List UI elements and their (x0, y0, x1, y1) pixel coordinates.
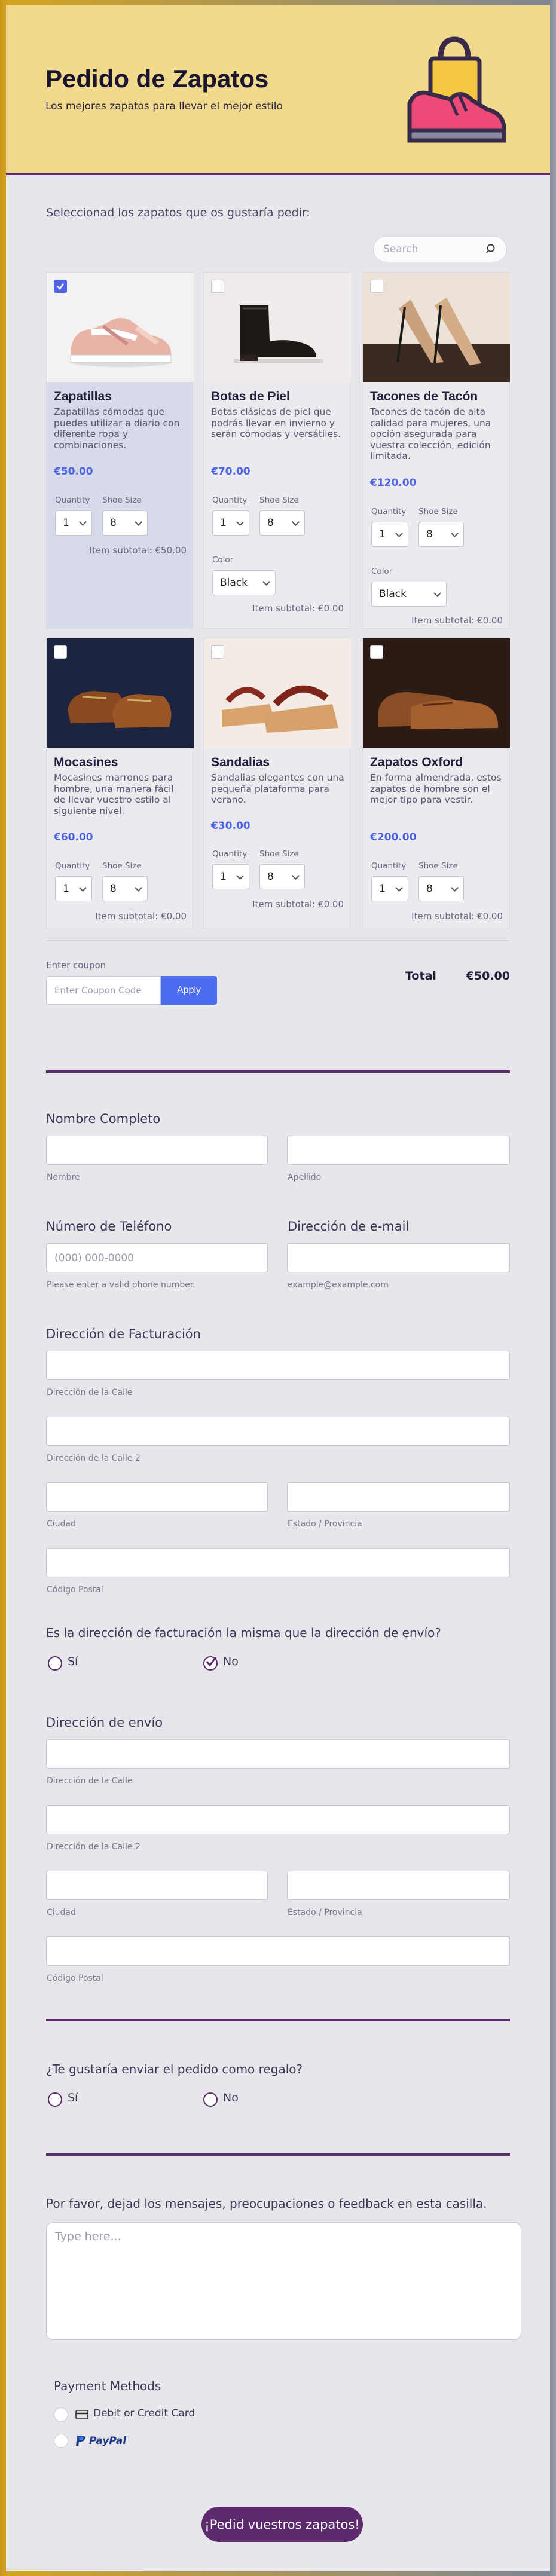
size-label: Shoe Size (259, 849, 299, 859)
header (6, 5, 550, 175)
coupon-input[interactable]: Enter Coupon Code (46, 976, 161, 1005)
product-checkbox[interactable] (54, 280, 67, 293)
product-description: Sandalias elegantes con una pequeña plataforma para verano. (211, 772, 344, 805)
shipping-city-input[interactable] (46, 1871, 268, 1900)
shipping-state-hint: Estado / Provincia (288, 1908, 362, 1917)
shipping-street-hint: Dirección de la Calle (47, 1776, 133, 1786)
product-checkbox[interactable] (54, 645, 67, 659)
gift-question: ¿Te gustaría enviar el pedido como regalo? (46, 2062, 303, 2076)
section-divider (46, 2153, 510, 2156)
size-value: 8 (267, 517, 274, 529)
size-select[interactable] (102, 510, 148, 536)
chevron-down-icon (236, 518, 244, 526)
size-label: Shoe Size (418, 861, 458, 871)
last-name-input[interactable] (287, 1136, 510, 1165)
quantity-value: 1 (379, 883, 386, 895)
quantity-select[interactable] (212, 510, 249, 536)
products-prompt: Seleccionad los zapatos que os gustaría pedir: (46, 206, 310, 219)
billing-zip-hint: Código Postal (47, 1585, 103, 1595)
section-divider (46, 1070, 510, 1073)
credit-card-icon (75, 2410, 88, 2419)
billing-state-hint: Estado / Provincia (288, 1519, 362, 1529)
quantity-value: 1 (220, 517, 227, 529)
quantity-label: Quantity (212, 849, 248, 859)
feedback-title: Por favor, dejad los mensajes, preocupaciones o feedback en esta casilla. (46, 2196, 487, 2211)
same-address-yes-radio[interactable] (48, 1656, 62, 1671)
shipping-title: Dirección de envío (46, 1715, 163, 1730)
billing-street-input[interactable] (46, 1351, 510, 1380)
check-icon (204, 1656, 218, 1669)
chevron-down-icon (292, 872, 300, 880)
chevron-down-icon (292, 518, 300, 526)
apply-coupon-button[interactable]: Apply (161, 976, 217, 1005)
item-subtotal: Item subtotal: €50.00 (89, 545, 187, 556)
quantity-select[interactable] (212, 864, 249, 889)
form-sheet (6, 5, 550, 2571)
size-label: Shoe Size (418, 507, 458, 516)
billing-city-hint: Ciudad (47, 1519, 76, 1529)
oxford-image (363, 638, 510, 748)
product-card-tacones[interactable] (362, 272, 509, 629)
page-subtitle: Los mejores zapatos para llevar el mejor estilo (45, 100, 283, 112)
gift-no-radio[interactable] (203, 2092, 218, 2107)
color-value: Black (220, 577, 248, 589)
product-card-oxford[interactable] (362, 638, 509, 928)
chevron-down-icon (236, 872, 244, 880)
product-name: Sandalias (211, 755, 270, 769)
quantity-value: 1 (63, 517, 69, 529)
size-select[interactable] (418, 522, 464, 547)
chevron-down-icon (395, 530, 403, 537)
product-card-sandalias[interactable] (203, 638, 350, 928)
quantity-label: Quantity (55, 495, 90, 505)
gift-yes-radio[interactable] (48, 2092, 62, 2107)
heels-image (363, 273, 510, 382)
product-card-botas[interactable] (203, 272, 350, 629)
size-value: 8 (110, 883, 117, 895)
color-label: Color (371, 567, 393, 576)
size-select[interactable] (418, 876, 464, 901)
product-card-zapatillas[interactable] (46, 272, 193, 629)
total-value: €50.00 (466, 969, 510, 983)
shoe-bag-logo-icon (398, 35, 511, 151)
phone-title: Número de Teléfono (46, 1219, 172, 1234)
shipping-street2-hint: Dirección de la Calle 2 (47, 1842, 140, 1852)
card-payment-label: Debit or Credit Card (93, 2407, 195, 2419)
feedback-textarea[interactable]: Type here... (46, 2222, 521, 2340)
quantity-value: 1 (220, 871, 227, 883)
quantity-select[interactable] (371, 876, 408, 901)
submit-button[interactable]: ¡Pedid vuestros zapatos! (201, 2507, 363, 2542)
item-subtotal: Item subtotal: €0.00 (95, 911, 187, 922)
full-name-title: Nombre Completo (46, 1112, 161, 1126)
product-description: Mocasines marrones para hombre, una manera fácil de llevar vuestro estilo al siguiente nivel. (54, 772, 174, 816)
product-checkbox[interactable] (211, 645, 224, 659)
sandals-image (204, 638, 351, 748)
quantity-label: Quantity (212, 495, 248, 505)
quantity-select[interactable] (55, 510, 92, 536)
chevron-down-icon (433, 589, 441, 597)
same-address-no-label: No (223, 1655, 239, 1668)
product-description: En forma almendrada, estos zapatos de hombre son el mejor tipo para vestir. (370, 772, 502, 805)
quantity-label: Quantity (371, 861, 407, 871)
gift-yes-label: Sí (68, 2091, 78, 2104)
size-label: Shoe Size (259, 495, 299, 505)
product-description: Tacones de tacón de alta calidad para mujeres, una opción asegurada para vuestra colección, edición limitada. (370, 406, 491, 461)
same-address-question: Es la dirección de facturación la misma que la dirección de envío? (46, 1626, 441, 1640)
page-title: Pedido de Zapatos (45, 65, 269, 93)
paypal-label: PayPal (89, 2435, 127, 2447)
same-address-yes-label: Sí (68, 1655, 78, 1668)
size-select[interactable] (102, 876, 148, 901)
card-payment-radio[interactable] (54, 2407, 68, 2422)
shipping-city-hint: Ciudad (47, 1908, 76, 1917)
email-input[interactable] (287, 1243, 510, 1272)
payment-title: Payment Methods (54, 2379, 161, 2393)
paypal-icon (75, 2435, 86, 2447)
loafers-image (47, 638, 194, 748)
chevron-down-icon (262, 578, 270, 586)
shipping-state-input[interactable] (287, 1871, 510, 1900)
chevron-down-icon (395, 884, 403, 892)
search-input[interactable] (383, 243, 485, 255)
product-price: €60.00 (54, 831, 93, 843)
product-price: €50.00 (54, 466, 93, 478)
billing-state-input[interactable] (287, 1482, 510, 1512)
color-value: Black (379, 588, 407, 600)
product-description: Zapatillas cómodas que puedes utilizar a diario con diferente ropa y combinaciones. (54, 406, 180, 451)
product-name: Tacones de Tacón (370, 390, 478, 403)
phone-input[interactable]: (000) 000-0000 (46, 1243, 268, 1272)
product-search[interactable] (373, 236, 507, 262)
product-checkbox[interactable] (370, 280, 383, 293)
section-divider (46, 2019, 510, 2021)
product-name: Zapatillas (54, 390, 112, 403)
shipping-zip-input[interactable] (46, 1936, 510, 1966)
billing-title: Dirección de Facturación (46, 1327, 201, 1341)
quantity-label: Quantity (371, 507, 407, 516)
billing-street2-input[interactable] (46, 1417, 510, 1446)
phone-hint: Please enter a valid phone number. (47, 1280, 195, 1290)
size-select[interactable] (259, 510, 305, 536)
chevron-down-icon (451, 884, 459, 892)
size-value: 8 (426, 528, 433, 540)
shipping-street2-input[interactable] (46, 1805, 510, 1834)
email-title: Dirección de e-mail (288, 1219, 410, 1234)
chevron-down-icon (79, 884, 87, 892)
size-label: Shoe Size (102, 495, 142, 505)
quantity-value: 1 (379, 528, 386, 540)
shipping-street-input[interactable] (46, 1739, 510, 1769)
size-value: 8 (110, 517, 117, 529)
shipping-zip-hint: Código Postal (47, 1974, 103, 1983)
color-select[interactable] (371, 582, 447, 607)
chevron-down-icon (135, 884, 142, 892)
quantity-select[interactable] (371, 522, 408, 547)
product-price: €30.00 (211, 820, 250, 832)
product-name: Mocasines (54, 755, 118, 769)
product-card-mocasines[interactable] (46, 638, 193, 928)
last-name-hint: Apellido (288, 1173, 322, 1182)
boot-image (204, 273, 351, 382)
item-subtotal: Item subtotal: €0.00 (411, 615, 503, 626)
billing-city-input[interactable] (46, 1482, 268, 1512)
item-subtotal: Item subtotal: €0.00 (252, 899, 344, 910)
chevron-down-icon (451, 530, 459, 537)
item-subtotal: Item subtotal: €0.00 (411, 911, 503, 922)
search-icon[interactable] (486, 244, 497, 255)
divider (46, 940, 510, 941)
chevron-down-icon (79, 518, 87, 526)
product-name: Zapatos Oxford (370, 755, 463, 769)
product-price: €120.00 (370, 477, 417, 489)
paypal-payment-radio[interactable] (54, 2434, 68, 2448)
product-checkbox[interactable] (211, 280, 224, 293)
product-description: Botas clásicas de piel que podrás llevar en invierno y serán cómodas y versátiles. (211, 406, 341, 439)
color-label: Color (212, 555, 234, 565)
email-hint: example@example.com (288, 1280, 389, 1290)
same-address-no-radio[interactable] (203, 1656, 218, 1671)
product-price: €70.00 (211, 466, 250, 478)
size-value: 8 (267, 871, 274, 883)
sneaker-image (47, 273, 194, 382)
first-name-hint: Nombre (47, 1173, 80, 1182)
item-subtotal: Item subtotal: €0.00 (252, 603, 344, 614)
chevron-down-icon (135, 518, 142, 526)
quantity-label: Quantity (55, 861, 90, 871)
product-price: €200.00 (370, 831, 417, 843)
size-select[interactable] (259, 864, 305, 889)
size-label: Shoe Size (102, 861, 142, 871)
first-name-input[interactable] (46, 1136, 268, 1165)
quantity-value: 1 (63, 883, 69, 895)
check-icon (54, 280, 66, 292)
product-checkbox[interactable] (370, 645, 383, 659)
color-select[interactable] (212, 570, 276, 595)
size-value: 8 (426, 883, 433, 895)
total-label: Total (405, 969, 436, 983)
product-name: Botas de Piel (211, 390, 290, 403)
coupon-label: Enter coupon (46, 960, 106, 971)
quantity-select[interactable] (55, 876, 92, 901)
billing-street-hint: Dirección de la Calle (47, 1388, 133, 1397)
billing-street2-hint: Dirección de la Calle 2 (47, 1454, 140, 1463)
gift-no-label: No (223, 2091, 239, 2104)
billing-zip-input[interactable] (46, 1548, 510, 1577)
